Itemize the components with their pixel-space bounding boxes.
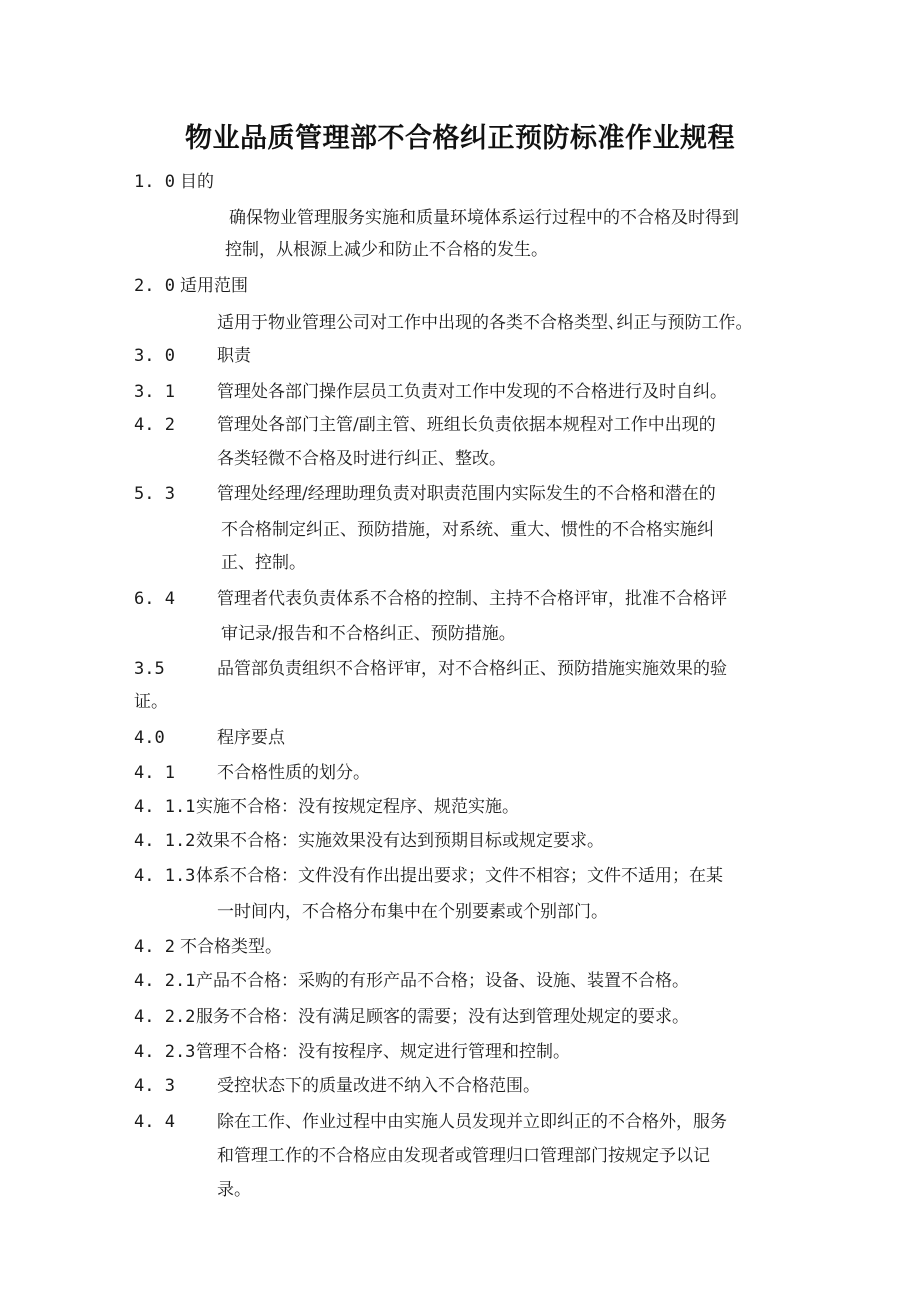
section-number: 4. 2.3	[134, 1042, 196, 1062]
section-heading: 目的	[180, 172, 214, 192]
paragraph-line: 确保物业管理服务实施和质量环境体系运行过程中的不合格及时得到	[229, 208, 739, 228]
document-title: 物业品质管理部不合格纠正预防标准作业规程	[185, 123, 735, 154]
paragraph-line: 体系不合格：文件没有作出提出要求；文件不相容；文件不适用；在某	[196, 866, 723, 886]
section-number: 3. 1	[134, 382, 175, 402]
paragraph-line: 不合格性质的划分。	[217, 763, 370, 783]
paragraph-line: 一时间内，不合格分布集中在个别要素或个别部门。	[217, 902, 608, 922]
section-number: 3. 0	[134, 346, 175, 366]
paragraph-line: 受控状态下的质量改进不纳入不合格范围。	[217, 1076, 540, 1096]
section-number: 4. 2	[134, 937, 175, 957]
paragraph-line: 证。	[134, 692, 168, 712]
paragraph-line: 控制，从根源上减少和防止不合格的发生。	[225, 240, 548, 260]
section-number: 4. 1.3	[134, 866, 196, 886]
paragraph-line: 审记录/报告和不合格纠正、预防措施。	[221, 624, 516, 644]
paragraph-line: 管理处各部门主管/副主管、班组长负责依据本规程对工作中出现的	[217, 415, 716, 435]
paragraph-line: 除在工作、作业过程中由实施人员发现并立即纠正的不合格外，服务	[217, 1112, 727, 1132]
section-number: 4.0	[134, 728, 165, 748]
paragraph-line: 各类轻微不合格及时进行纠正、整改。	[217, 449, 506, 469]
paragraph-line: 品管部负责组织不合格评审，对不合格纠正、预防措施实施效果的验	[217, 659, 727, 679]
paragraph-line: 产品不合格：采购的有形产品不合格；设备、设施、装置不合格。	[196, 971, 689, 991]
section-number: 4. 1.1	[134, 797, 196, 817]
paragraph-line: 管理处经理/经理助理负责对职责范围内实际发生的不合格和潜在的	[217, 484, 716, 504]
section-number: 4. 2.2	[134, 1007, 196, 1027]
paragraph-line: 录。	[217, 1180, 251, 1200]
paragraph-line: 管理处各部门操作层员工负责对工作中发现的不合格进行及时自纠。	[217, 382, 727, 402]
section-number: 5. 3	[134, 484, 175, 504]
section-number: 4. 1.2	[134, 831, 196, 851]
section-number: 4. 2	[134, 415, 175, 435]
paragraph-line: 实施不合格：没有按规定程序、规范实施。	[196, 797, 519, 817]
paragraph-line: 管理不合格：没有按程序、规定进行管理和控制。	[196, 1042, 570, 1062]
section-number: 1. 0	[134, 172, 175, 192]
section-heading: 职责	[217, 346, 251, 366]
section-number: 4. 3	[134, 1076, 175, 1096]
paragraph-line: 不合格制定纠正、预防措施，对系统、重大、惯性的不合格实施纠	[221, 520, 714, 540]
paragraph-line: 不合格类型。	[180, 937, 282, 957]
section-number: 4. 2.1	[134, 971, 196, 991]
section-number: 3.5	[134, 659, 165, 679]
section-number: 4. 1	[134, 763, 175, 783]
paragraph-line: 服务不合格：没有满足顾客的需要；没有达到管理处规定的要求。	[196, 1007, 689, 1027]
section-heading: 程序要点	[217, 728, 285, 748]
paragraph-line: 效果不合格：实施效果没有达到预期目标或规定要求。	[196, 831, 604, 851]
section-number: 2. 0	[134, 276, 175, 296]
paragraph-line: 和管理工作的不合格应由发现者或管理归口管理部门按规定予以记	[217, 1146, 710, 1166]
section-number: 6. 4	[134, 589, 175, 609]
paragraph-line: 正、控制。	[221, 553, 306, 573]
section-heading: 适用范围	[180, 276, 248, 296]
paragraph-line: 适用于物业管理公司对工作中出现的各类不合格类型､纠正与预防工作。	[217, 313, 753, 333]
section-number: 4. 4	[134, 1112, 175, 1132]
paragraph-line: 管理者代表负责体系不合格的控制、主持不合格评审，批准不合格评	[217, 589, 727, 609]
